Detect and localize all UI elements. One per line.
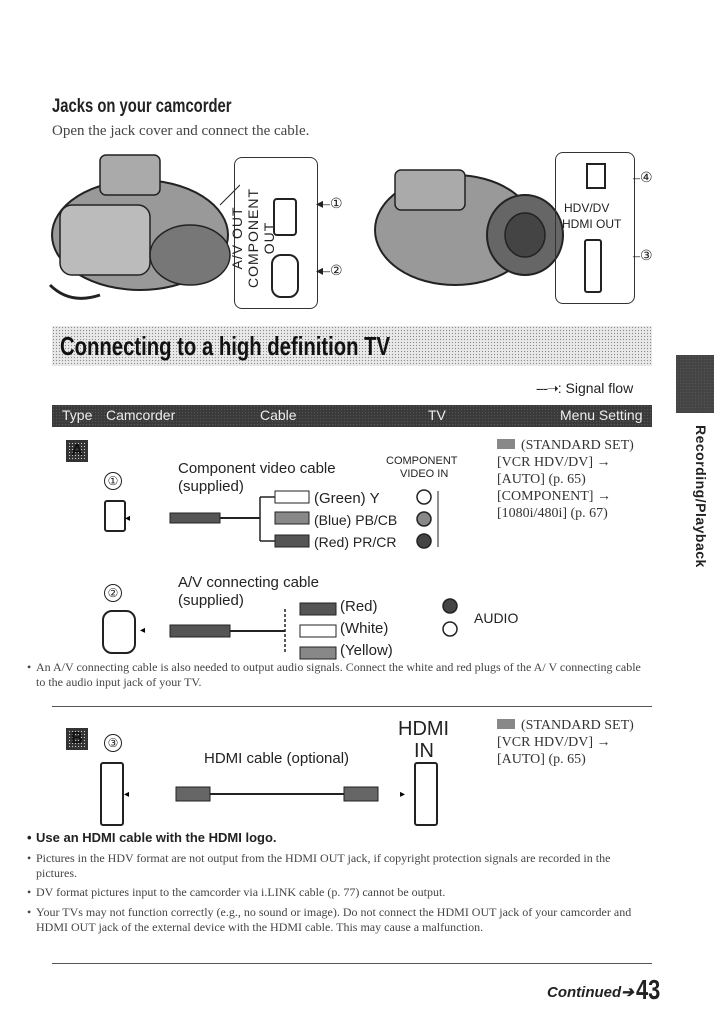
section-title: Connecting to a high definition TV [60,331,391,361]
note-1: • Pictures in the HDV format are not output from the HDMI OUT jack, if copyright protection signals are recorded in the pictures. [36,851,646,881]
divider-2 [52,963,652,964]
note-2: • DV format pictures input to the camcorder via i.LINK cable (p. 77) cannot be output. [36,885,646,900]
signal-flow-legend: ‑‑‑➝: Signal flow [536,380,634,396]
tv-video-in-label: VIDEO IN [400,468,449,480]
menu-setting-icon [497,439,515,449]
hdmi-out-panel [555,152,635,304]
jacks-intro: Open the jack cover and connect the cable. [52,123,310,139]
av-cable-illustration [140,595,360,665]
callout-1: ◂–① [316,197,343,212]
av-jack-icon [271,254,299,298]
hdmi-cable-name: HDMI cable (optional) [204,750,350,767]
av-cable-name: A/V connecting cable [178,574,319,591]
av-panel-label: A/V OUT COMPONENT OUT [229,188,277,288]
hdv-dv-label: HDV/DV [564,201,610,215]
av-out-panel [229,157,318,309]
component-jack-icon [273,198,297,236]
component-supplied: (supplied) [178,478,244,495]
component-cable-illustration [125,485,325,555]
callout-2: ◂–② [316,264,343,279]
av-plug-white: (White) [340,620,389,637]
type-a-menu-settings: (STANDARD SET) [VCR HDV/DV] → [AUTO] (p. 65) [COMPONENT] → [1080i/480i] (p. 67) [497,438,634,521]
hdmi-number: ③ [104,734,122,752]
component-camcorder-jack-icon [104,500,126,532]
signal-flow-arrow-icon: ‑‑‑➝ [536,380,558,396]
component-plug-green: (Green) Y [314,490,380,507]
svg-text:◂: ◂ [140,625,146,636]
header-menu-setting: Menu Setting [560,407,643,423]
menu-setting-icon [497,719,515,729]
header-type: Type [62,407,93,423]
tv-hdmi-label: HDMI [398,718,450,740]
type-b-menu-settings: (STANDARD SET) [VCR HDV/DV] → [AUTO] (p. 65) [497,718,634,767]
component-number: ① [104,472,122,490]
page-number: 43 [636,974,661,1005]
tv-component-label: COMPONENT [386,455,458,467]
callout-3: –③ [633,249,653,264]
callout-4: –④ [633,171,653,186]
type-a-note: • An A/V connecting cable is also needed to output audio signals. Connect the white and red plugs of the A/ V connecting cable to the audio input jack of your TV. [36,660,646,690]
av-plug-red: (Red) [340,598,378,615]
hdmi-out-label: HDMI OUT [562,217,622,231]
note-bold: • Use an HDMI cable with the HDMI logo. [36,830,646,845]
svg-text:▸: ▸ [400,789,406,800]
header-camcorder: Camcorder [106,407,176,423]
tv-audio-label: AUDIO [474,610,519,626]
svg-text:◂: ◂ [125,513,131,524]
type-b-label: B [66,728,88,750]
tv-audio-jacks-icon [438,596,468,642]
header-cable: Cable [260,407,297,423]
section-banner [52,326,652,366]
continued-arrow-icon: ➔ [621,984,634,1001]
side-tab-block [676,355,714,413]
camcorder-right-illustration [365,150,565,300]
ilink-jack-icon [586,163,606,189]
tv-component-jacks-icon [410,485,450,555]
av-plug-yellow: (Yellow) [340,642,393,659]
note-3: • Your TVs may not function correctly (e.g., no sound or image). Do not connect the HDMI OUT jack of your camcorder and HDMI OUT jack of the external device with the HDMI cable. This may cause a malfunction. [36,905,646,935]
tv-in-label: IN [414,740,434,762]
hdmi-cable-illustration [124,775,414,811]
divider-1 [52,706,652,707]
side-tab-label: Recording/Playback [693,425,709,568]
component-cable-name: Component video cable [178,460,336,477]
hdmi-jack-icon [584,239,602,293]
table-header [52,405,652,427]
continued-label: Continued➔ [547,984,634,1001]
type-a-label: A [66,440,88,462]
tv-hdmi-jack-icon [414,762,438,826]
jacks-heading: Jacks on your camcorder [52,96,232,117]
av-camcorder-jack-icon [102,610,136,654]
av-number: ② [104,584,122,602]
component-plug-blue: (Blue) PB/CB [314,512,398,528]
camcorder-left-illustration [40,145,240,310]
header-tv: TV [428,407,446,423]
component-plug-red: (Red) PR/CR [314,534,397,550]
hdmi-camcorder-jack-icon [100,762,124,826]
av-supplied: (supplied) [178,592,244,609]
svg-text:◂: ◂ [124,789,130,800]
